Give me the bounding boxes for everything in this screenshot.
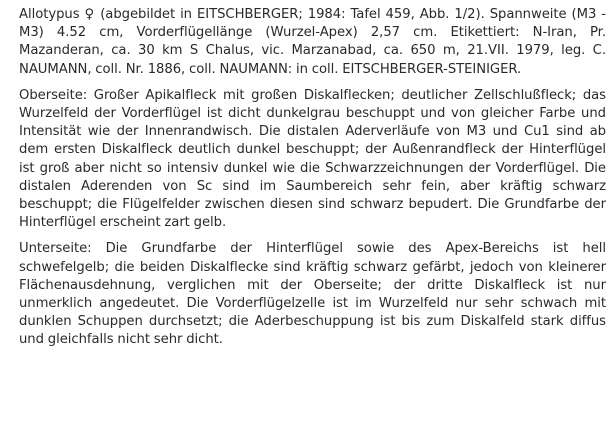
paragraph-allotypus: Allotypus ♀ (abgebildet in EITSCHBERGER; 1984: Tafel 459, Abb. 1/2). Spannweite (M3 - M3) 4.52 cm, Vorderflügellänge (Wurzel-Apex) 2,57 cm. Etikettiert: N-Iran, Pr. Mazanderan, ca. 30 km S Chalus, vic. Marzanabad, ca. 650 m, 21.VII. 1979, leg. C. NAUMANN, coll. Nr. 1886, coll. NAUMANN: in coll. EITSCHBERGER-STEINIGER. <box>19 7 606 77</box>
paragraph-oberseite: Oberseite: Großer Apikalfleck mit großen Diskalflecken; deutlicher Zellschlußfleck; das Wurzelfeld der Vorderflügel ist dicht dunkelgrau beschuppt und von gleicher Farbe und Intensität wie der Innenrandwisch. Die distalen Aderverläufe von M3 und Cu1 sind ab dem ersten Diskalfleck deutlich dunkel beschuppt; der Außenrandfleck der Hinterflügel ist groß aber nicht so intensiv dunkel wie die Schwarzzeichnungen der Vorderflügel. Die distalen Aderenden von Sc sind im Saumbereich sehr fein, aber kräftig schwarz beschuppt; die Flügelfelder zwischen diesen sind schwarz bepudert. Die Grundfarbe der Hinterflügel erscheint zart gelb. <box>19 87 606 231</box>
paragraph-unterseite: Unterseite: Die Grundfarbe der Hinterflügel sowie des Apex-Bereichs ist hell schwefelgelb; die beiden Diskalflecke sind kräftig schwarz gefärbt, jedoch von kleinerer Flächenausdehnung, verglichen mit der Oberseite; der dritte Diskalfleck ist nur unmerklich angedeutet. Die Vorderflügelzelle ist im Wurzelfeld nur sehr schwach mit dunklen Schuppen durchsetzt; die Aderbeschuppung ist bis zum Diskalfeld stark diffus und gleichfalls nicht sehr dicht. <box>19 241 606 348</box>
